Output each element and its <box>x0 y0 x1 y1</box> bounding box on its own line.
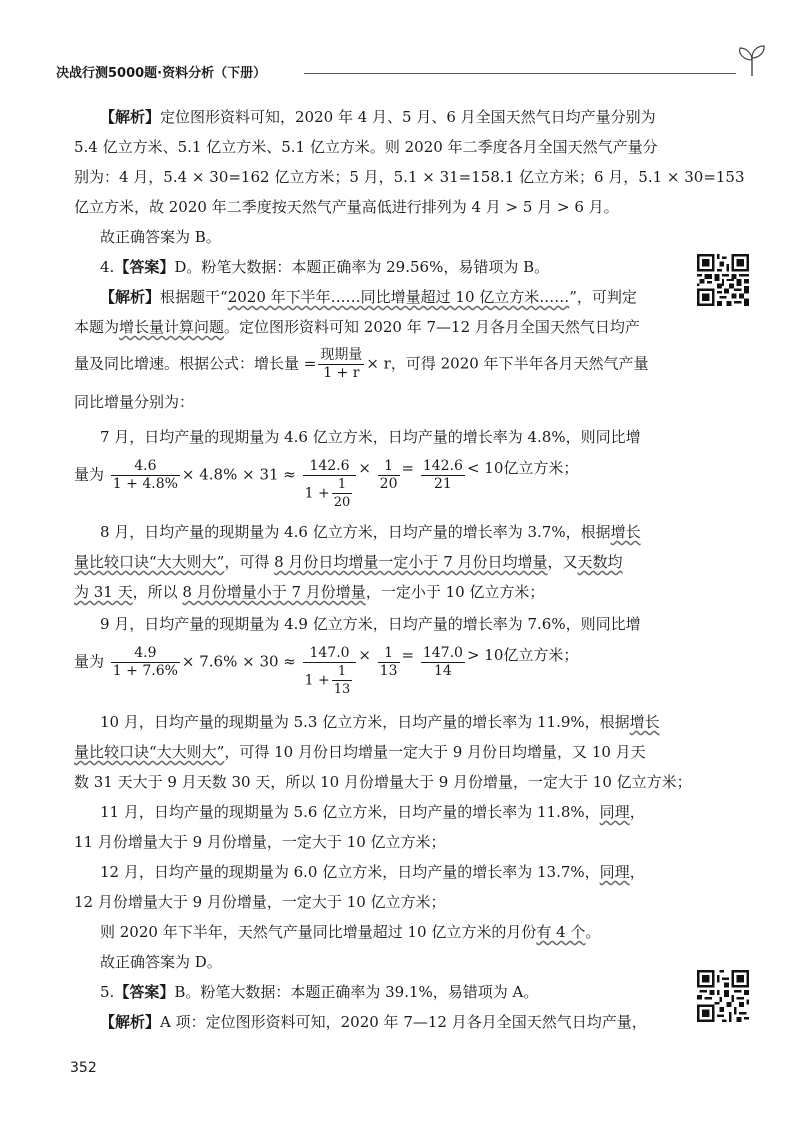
q4-conclusion: 则 2020 年下半年，天然气产量同比增量超过 10 亿立方米的月份有 4 个。 <box>100 923 601 941</box>
m7-line-1: 7 月，日均产量的现期量为 4.6 亿立方米，日均产量的增长率为 4.8%，则同比增 <box>100 428 641 446</box>
q4-formula-line: 量及同比增速。根据公式：增长量 = $\frac{\text{现期量}}{1 + r}$ × r，可得 2020 年下半年各月天然气产量 <box>74 347 649 381</box>
page-number: 352 <box>70 1060 97 1076</box>
p1-line-1: 【解析】定位图形资料可知，2020 年 4 月、5 月、6 月全国天然气日均产量分别为 <box>100 108 656 126</box>
m8-line-3: 为 31 天，所以 8 月份增量小于 7 月份增量，一定小于 10 亿立方米； <box>74 583 545 601</box>
growth-formula-fraction: $\frac{\text{现期量}}{1 + r}$ <box>320 347 363 381</box>
m8-line-1: 8 月，日均产量的现期量为 4.6 亿立方米，日均产量的增长率为 3.7%，根据增长 <box>100 523 641 541</box>
page-header <box>56 62 746 86</box>
m10-line-2: 量比较口诀“大大则大”，可得 10 月份日均增量一定大于 9 月份日均增量，又 10 月天 <box>74 743 646 761</box>
q5-answer: 5.【答案】B。粉笔大数据：本题正确率为 39.1%，易错项为 A。 <box>100 983 539 1001</box>
m12-line-1: 12 月，日均产量的现期量为 6.0 亿立方米，日均产量的增长率为 13.7%，同理， <box>100 863 645 881</box>
p1-line-4: 亿立方米，故 2020 年二季度按天然气产量高低进行排列为 4 月 > 5 月 > 6 月。 <box>74 198 619 216</box>
book-title: 决战行测5000题·资料分析（下册） <box>56 66 267 81</box>
m12-line-2: 12 月份增量大于 9 月份增量，一定大于 10 亿立方米； <box>74 893 446 911</box>
m11-line-2: 11 月份增量大于 9 月份增量，一定大于 10 亿立方米； <box>74 833 446 851</box>
p1-line-3: 别为：4 月，5.4 × 30=162 亿立方米；5 月，5.1 × 31=158.1 亿立方米；6 月，5.1 × 30=153 <box>74 168 745 186</box>
q4-line-4: 同比增量分别为： <box>74 393 195 411</box>
qr-code-icon[interactable] <box>697 970 749 1022</box>
m11-line-1: 11 月，日均产量的现期量为 5.6 亿立方米，日均产量的增长率为 11.8%，同理， <box>100 803 645 821</box>
m10-line-3: 数 31 天大于 9 月天数 30 天，所以 10 月份增量大于 9 月份增量，一定大于 10 亿立方米； <box>74 773 692 791</box>
m7-calc: 量为 $\frac{4.6}{1 + 4.8\%}$ × 4.8% × 31 ≈ 142.6 1 + $\frac{1}{20}$ × $\frac{1}{20}$ = $\frac{142.6}{21}$ < 10亿立方米； <box>74 458 579 510</box>
q4-line-1: 【解析】根据题干“2020 年下半年……同比增量超过 10 亿立方米……”，可判定 <box>100 288 637 306</box>
sprout-icon <box>732 44 772 78</box>
p1-conclusion: 故正确答案为 B。 <box>100 228 221 246</box>
m9-line-1: 9 月，日均产量的现期量为 4.9 亿立方米，日均产量的增长率为 7.6%，则同比增 <box>100 615 641 633</box>
q5-line-1: 【解析】A 项：定位图形资料可知，2020 年 7—12 月各月全国天然气日均产量， <box>100 1013 647 1031</box>
m8-line-2: 量比较口诀“大大则大”，可得 8 月份日均增量一定小于 7 月份日均增量，又天数均 <box>74 553 623 571</box>
q4-line-2: 本题为增长量计算问题。定位图形资料可知 2020 年 7—12 月各月全国天然气日均产 <box>74 318 640 336</box>
m10-line-1: 10 月，日均产量的现期量为 5.3 亿立方米，日均产量的增长率为 11.9%，根据增长 <box>100 713 660 731</box>
q4-final-answer: 故正确答案为 D。 <box>100 953 222 971</box>
header-rule <box>304 73 736 74</box>
qr-code-icon[interactable] <box>697 254 749 306</box>
q4-answer: 4.【答案】D。粉笔大数据：本题正确率为 29.56%，易错项为 B。 <box>100 258 550 276</box>
p1-line-2: 5.4 亿立方米、5.1 亿立方米、5.1 亿立方米。则 2020 年二季度各月全国天然气产量分 <box>74 138 658 156</box>
m9-calc: 量为 $\frac{4.9}{1 + 7.6\%}$ × 7.6% × 30 ≈ 147.0 1 + $\frac{1}{13}$ × $\frac{1}{13}$ = $\frac{147.0}{14}$ > 10亿立方米； <box>74 645 579 697</box>
